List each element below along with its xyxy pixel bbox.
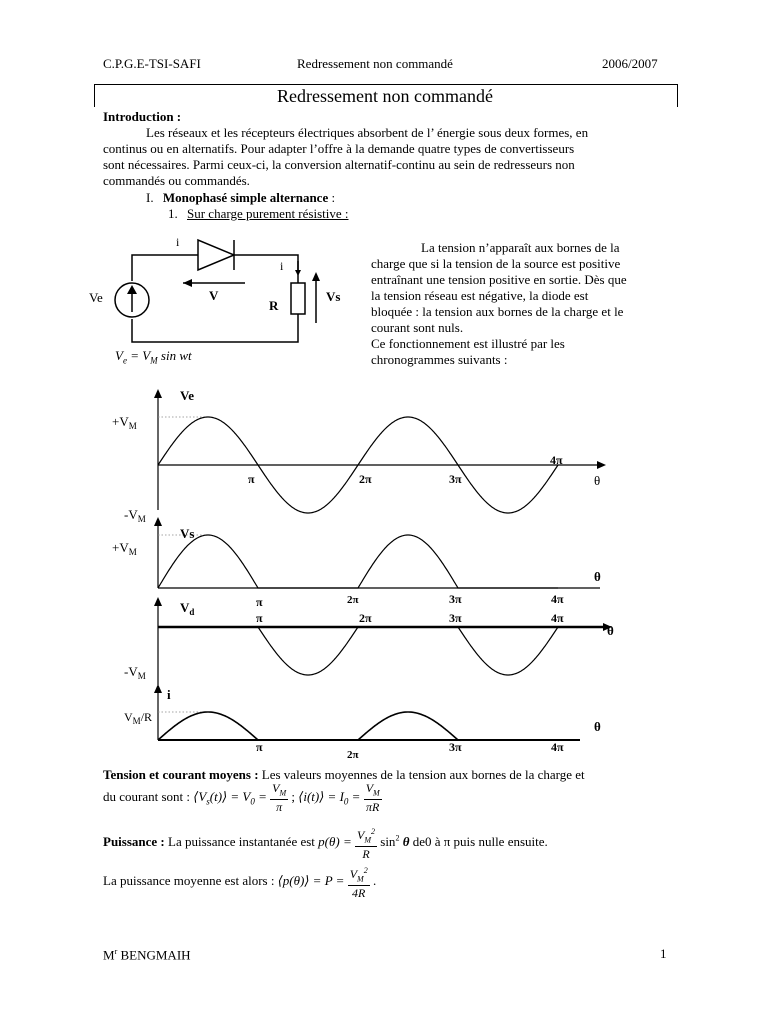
ve-minus-vm: $-V_M$ — [124, 507, 146, 524]
i-theta: θ — [594, 719, 601, 734]
intro-line-3: sont nécessaires. Parmi ceux-ci, la conversion alternatif-continu au sein de redresseurs non — [103, 157, 575, 172]
explain-line-3: entraînant une tension positive en sortie. Dès que — [371, 272, 627, 287]
mean-line-2 — [103, 782, 382, 814]
intro-line-1: Les réseaux et les récepteurs électriques absorbent de l’ énergie sous deux formes, en — [146, 125, 589, 140]
avg-power-frac: $\frac{V_M^2}{4R}$ — [349, 866, 368, 901]
ve-tick-3pi: 3π — [449, 472, 462, 486]
intro-heading: Introduction : — [103, 109, 182, 124]
ve-x-arrowhead-icon — [597, 461, 606, 469]
circuit-label-ve: Ve — [89, 290, 103, 305]
ve-tick-4pi: 4π — [550, 453, 563, 467]
ve-tick-2pi: 2π — [359, 472, 372, 486]
header-center: Redressement non commandé — [297, 56, 453, 71]
power-heading: Puissance : — [103, 834, 165, 850]
vd-theta: θ — [607, 623, 614, 638]
vd-tick-4pi: 4π — [551, 611, 564, 625]
i-y-arrowhead-icon — [154, 684, 162, 693]
power-line — [103, 825, 548, 861]
wire-top-right — [234, 255, 298, 283]
vs-tick-3pi: 3π — [449, 592, 462, 606]
diode-icon — [198, 240, 234, 270]
mean-text-1: Les valeurs moyennes de la tension aux bornes de la charge et — [258, 767, 585, 782]
explain-line-8: chronogrammes suivants : — [371, 352, 508, 367]
intro-line-4: commandés ou commandés. — [103, 173, 250, 188]
vs-theta: θ — [594, 569, 601, 584]
header-right: 2006/2007 — [602, 56, 658, 71]
doc-title: Redressement non commandé — [277, 86, 493, 106]
section-1-colon: : — [328, 190, 336, 205]
vd-y-arrowhead-icon — [154, 597, 162, 606]
mean-i-expr: ⟨i(t)⟩ = $I_0$ = — [298, 789, 361, 807]
vs-y-arrowhead-icon — [154, 517, 162, 526]
mean-frac-i: $\frac{V_M}{\pi R}$ — [365, 781, 380, 815]
subsection-1-heading — [168, 206, 349, 222]
circuit-label-vs: Vs — [326, 289, 341, 304]
vs-arrowhead-icon — [312, 272, 320, 281]
subsection-1-number: 1. — [168, 206, 178, 221]
header-left: C.P.G.E-TSI-SAFI — [103, 56, 201, 71]
i-curve — [158, 712, 558, 740]
subsection-1-title: Sur charge purement résistive : — [187, 206, 349, 221]
explain-line-2: charge que si la tension de la source est positive — [371, 256, 621, 271]
section-1-heading — [146, 190, 335, 206]
v-arrowhead-icon — [183, 279, 192, 287]
section-1-number: I. — [146, 190, 154, 205]
ve-y-arrowhead-icon — [154, 389, 162, 398]
power-frac: $\frac{V_M^2}{R}$ — [357, 827, 376, 862]
i-tick-2pi: 2π — [347, 749, 359, 761]
vd-tick-pi: π — [256, 611, 263, 625]
mean-vs-expr: $⟨V_s(t)⟩ = V_0$ = — [193, 789, 267, 807]
ve-tick-pi: π — [248, 472, 255, 486]
section-1-title: Monophasé simple alternance — [162, 190, 329, 205]
intro-line-2: continus ou en alternatifs. Pour adapter l’offre à la demande quatre types de convertisseurs — [103, 141, 575, 156]
explain-line-6: courant sont nuls. — [371, 320, 464, 335]
eq-sub-e: e — [122, 355, 127, 366]
vd-label: $V_d$ — [180, 600, 195, 617]
power-p-expr: p(θ) = — [318, 834, 352, 850]
ve-plus-vm: $+V_M$ — [112, 414, 137, 431]
avg-power-expr: ⟨p(θ)⟩ = P = — [277, 873, 345, 889]
footer-author: $M^r$ BENGMAIH — [103, 947, 191, 963]
eq-v: V — [115, 348, 123, 363]
mean-line-1 — [103, 767, 585, 783]
explain-line-7: Ce fonctionnement est illustré par les — [371, 336, 565, 351]
wire-bottom — [132, 314, 298, 342]
vd-tick-2pi: 2π — [359, 611, 372, 625]
source-arrowhead-icon — [127, 285, 137, 294]
explain-line-1: La tension n’apparaît aux bornes de la — [421, 240, 620, 255]
mean-frac-vs: $\frac{V_M}{\pi}$ — [272, 781, 287, 815]
ve-theta: θ — [594, 473, 601, 488]
i-level: $V_M/R$ — [124, 710, 153, 726]
vs-label: Vs — [180, 526, 195, 541]
vs-tick-2pi: 2π — [347, 594, 359, 606]
chronograms — [100, 385, 630, 765]
power-text-1: La puissance instantanée est — [164, 834, 319, 850]
i-tick-pi: π — [256, 740, 263, 754]
circuit-label-v: V — [209, 288, 219, 303]
vd-curve — [158, 627, 558, 675]
footer-page: 1 — [660, 946, 667, 961]
vs-tick-4pi: 4π — [551, 592, 564, 606]
wire-top-left — [132, 255, 198, 281]
resistor-icon — [291, 283, 305, 314]
power-sin: $\sin^2 \theta$ — [380, 833, 410, 850]
explain-line-5: bloquée : la tension aux bornes de la charge et le — [371, 304, 624, 319]
avg-power-dot: . — [369, 873, 377, 889]
explain-line-4: la tension réseau est négative, la diode est — [371, 288, 589, 303]
eq-sub-m: M — [150, 355, 158, 366]
i-tick-4pi: 4π — [551, 740, 564, 754]
i-tick-3pi: 3π — [449, 740, 462, 754]
vd-minus-vm: $-V_M$ — [124, 664, 146, 681]
avg-power-line — [103, 864, 376, 900]
circuit-equation — [115, 348, 192, 366]
circuit-label-i-right: i — [280, 259, 284, 273]
i-label: i — [167, 687, 171, 702]
ve-label: Ve — [180, 388, 194, 403]
mean-text-2: du courant sont : — [103, 789, 191, 805]
vs-curve — [158, 535, 558, 588]
eq-rhs: sin wt — [157, 348, 192, 363]
circuit-label-i-top: i — [176, 235, 180, 249]
vd-tick-3pi: 3π — [449, 611, 462, 625]
power-text-2: de0 à π puis nulle ensuite. — [409, 834, 548, 850]
i-arrowhead-icon — [295, 270, 301, 276]
mean-heading: Tension et courant moyens : — [103, 767, 259, 782]
eq-eq-vm: = V — [126, 348, 151, 363]
vs-tick-pi: π — [256, 595, 263, 609]
vs-plus-vm: $+V_M$ — [112, 540, 137, 557]
avg-power-text: La puissance moyenne est alors : — [103, 873, 278, 889]
mean-sep: ; — [291, 789, 296, 805]
circuit-label-r: R — [269, 298, 279, 313]
